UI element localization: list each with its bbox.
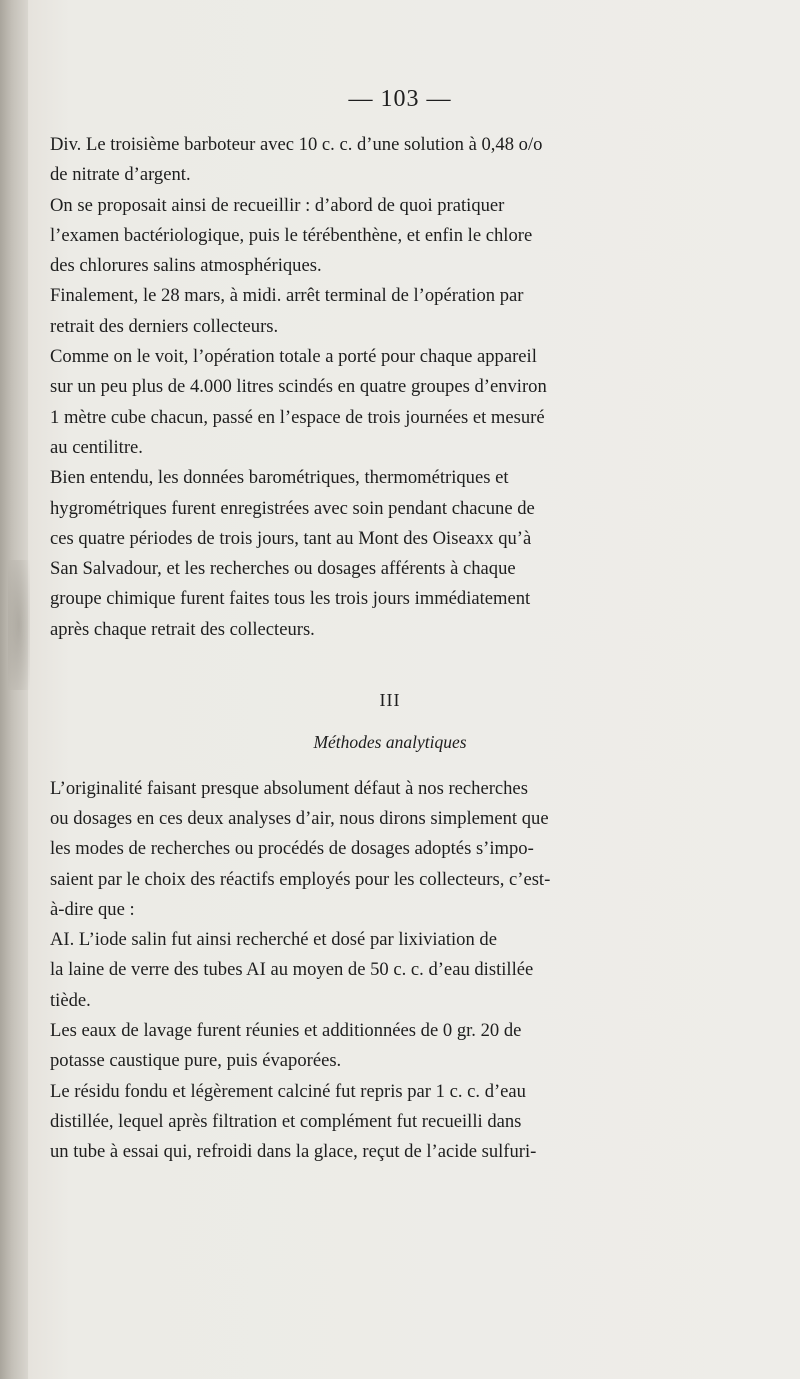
- text-line: Bien entendu, les données barométriques, thermométriques et: [50, 467, 509, 489]
- text-line: Les eaux de lavage furent réunies et additionnées de 0 gr. 20 de: [50, 1020, 522, 1042]
- text-line: les modes de recherches ou procédés de dosages adoptés s’impo-: [50, 838, 534, 860]
- text-line: L’originalité faisant presque absolument défaut à nos recherches: [50, 777, 528, 799]
- text-line: la laine de verre des tubes AI au moyen de 50 c. c. d’eau distillée: [50, 959, 534, 981]
- text-line: groupe chimique furent faites tous les trois jours immédiatement: [50, 588, 531, 610]
- text-line: 1 mètre cube chacun, passé en l’espace de trois journées et mesuré: [50, 406, 545, 428]
- text-line: distillée, lequel après filtration et complément fut recueilli dans: [50, 1110, 522, 1132]
- paper-stain: [8, 560, 30, 690]
- section-title: Méthodes analytiques: [313, 732, 467, 753]
- text-line: potasse caustique pure, puis évaporées.: [50, 1050, 342, 1072]
- text-line: tiède.: [50, 989, 91, 1011]
- text-line: des chlorures salins atmosphériques.: [50, 255, 322, 277]
- page-number: — 103 —: [348, 86, 452, 112]
- text-line: Le résidu fondu et légèrement calciné fut repris par 1 c. c. d’eau: [50, 1080, 526, 1102]
- text-line: l’examen bactériologique, puis le térébenthène, et enfin le chlore: [50, 224, 533, 246]
- paragraph: [50, 342, 730, 463]
- text-line: à-dire que :: [50, 898, 135, 920]
- text-line: On se proposait ainsi de recueillir : d’abord de quoi pratiquer: [50, 194, 505, 216]
- paragraph: [50, 1077, 730, 1168]
- text-line: après chaque retrait des collecteurs.: [50, 618, 315, 640]
- text-line: San Salvadour, et les recherches ou dosages afférents à chaque: [50, 558, 516, 580]
- text-line: ou dosages en ces deux analyses d’air, nous dirons simplement que: [50, 807, 549, 829]
- text-line: sur un peu plus de 4.000 litres scindés en quatre groupes d’environ: [50, 376, 547, 398]
- text-line: Finalement, le 28 mars, à midi. arrêt terminal de l’opération par: [50, 285, 524, 307]
- paragraph: [50, 925, 730, 1016]
- text-line: AI. L’iode salin fut ainsi recherché et dosé par lixiviation de: [50, 929, 497, 951]
- text-line: au centilitre.: [50, 436, 143, 458]
- section-number: III: [379, 690, 401, 711]
- paragraph: [50, 463, 730, 645]
- paragraph: [50, 774, 730, 925]
- text-line: ces quatre périodes de trois jours, tant au Mont des Oiseaxx qu’à: [50, 527, 532, 549]
- text-line: hygrométriques furent enregistrées avec soin pendant chacune de: [50, 497, 535, 519]
- text-line: Div. Le troisième barboteur avec 10 c. c. d’une solution à 0,48 o/o: [50, 134, 543, 155]
- paragraph: [50, 281, 730, 342]
- paragraph: [50, 1016, 730, 1077]
- text-line: retrait des derniers collecteurs.: [50, 315, 279, 337]
- text-line: saient par le choix des réactifs employés pour les collecteurs, c’est-: [50, 868, 551, 890]
- paragraph: [50, 130, 730, 191]
- paragraph: [50, 191, 730, 282]
- text-line: un tube à essai qui, refroidi dans la glace, reçut de l’acide sulfuri-: [50, 1141, 537, 1163]
- body-text: [50, 130, 730, 1168]
- text-line: Comme on le voit, l’opération totale a porté pour chaque appareil: [50, 346, 537, 368]
- text-line: de nitrate d’argent.: [50, 164, 191, 186]
